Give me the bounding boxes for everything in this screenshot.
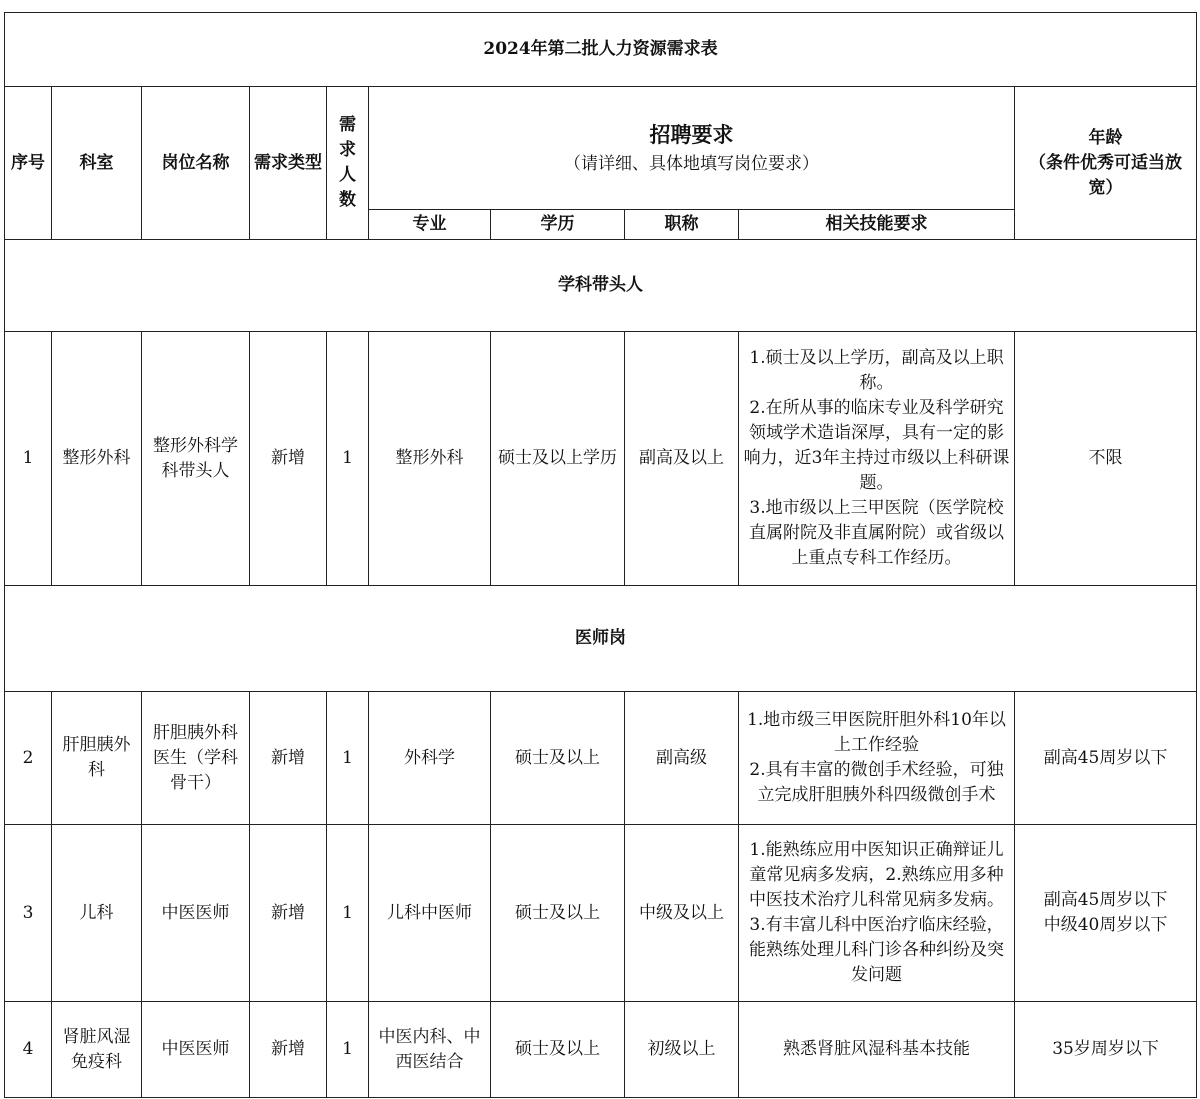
header-skills: 相关技能要求: [739, 210, 1015, 240]
skill-line: 3.地市级以上三甲医院（医学院校直属附院及非直属附院）或省级以上重点专科工作经历。: [749, 498, 1004, 568]
cell-dept: 儿科: [52, 825, 142, 1002]
cell-seq: 1: [5, 332, 52, 586]
cell-education: 硕士及以上学历: [491, 332, 625, 586]
header-requirements: [369, 87, 1015, 210]
cell-job-title: 中级及以上: [625, 825, 739, 1002]
cell-demand-type: 新增: [250, 332, 327, 586]
cell-age: [1015, 692, 1197, 825]
table-row: [5, 1002, 1197, 1098]
skill-line: 1.地市级三甲医院肝胆外科10年以上工作经验: [747, 710, 1006, 755]
header-requirements-note: （请详细、具体地填写岗位要求）: [564, 154, 819, 174]
cell-count: 1: [327, 1002, 369, 1098]
cell-major: 中医内科、中西医结合: [369, 1002, 491, 1098]
skill-line: 1.能熟练应用中医知识正确辩证儿童常见病多发病，2.熟练应用多种中医技术治疗儿科常见病多发病。3.有丰富儿科中医治疗临床经验，能熟练处理儿科门诊各种纠纷及突发问题: [749, 840, 1004, 985]
cell-skills: [739, 332, 1015, 586]
cell-dept: 肾脏风湿免疫科: [52, 1002, 142, 1098]
cell-age: [1015, 1002, 1197, 1098]
age-line: 35岁周岁以下: [1052, 1039, 1159, 1059]
cell-age: [1015, 825, 1197, 1002]
cell-job-title: 副高级: [625, 692, 739, 825]
cell-skills: [739, 1002, 1015, 1098]
cell-education: 硕士及以上: [491, 825, 625, 1002]
cell-seq: 2: [5, 692, 52, 825]
header-requirements-title: 招聘要求: [649, 123, 734, 147]
header-demand-type: 需求类型: [250, 87, 327, 240]
cell-major: 整形外科: [369, 332, 491, 586]
age-line: 副高45周岁以下: [1043, 747, 1168, 768]
cell-skills: [739, 825, 1015, 1002]
table-row: [5, 825, 1197, 1002]
header-education: 学历: [491, 210, 625, 240]
cell-count: 1: [327, 332, 369, 586]
section-title: 医师岗: [5, 586, 1197, 692]
header-position: 岗位名称: [142, 87, 250, 240]
cell-job-title: 初级以上: [625, 1002, 739, 1098]
cell-position: 中医医师: [142, 825, 250, 1002]
header-seq: 序号: [5, 87, 52, 240]
table-title: 2024年第二批人力资源需求表: [5, 13, 1197, 87]
cell-position: 整形外科学科带头人: [142, 332, 250, 586]
age-line: 副高45周岁以下: [1043, 890, 1168, 910]
skill-line: 1.硕士及以上学历，副高及以上职称。: [749, 348, 1004, 393]
header-major: 专业: [369, 210, 491, 240]
header-age-note: （条件优秀可适当放宽）: [1029, 152, 1183, 198]
cell-count: 1: [327, 825, 369, 1002]
cell-demand-type: 新增: [250, 692, 327, 825]
cell-education: 硕士及以上: [491, 692, 625, 825]
cell-skills: [739, 692, 1015, 825]
section-title: 学科带头人: [5, 240, 1197, 332]
cell-position: 中医医师: [142, 1002, 250, 1098]
header-job-title: 职称: [625, 210, 739, 240]
cell-demand-type: 新增: [250, 1002, 327, 1098]
cell-dept: 肝胆胰外科: [52, 692, 142, 825]
header-count: 需求人数: [327, 87, 369, 240]
cell-seq: 4: [5, 1002, 52, 1098]
table-row: [5, 692, 1197, 825]
header-dept: 科室: [52, 87, 142, 240]
cell-job-title: 副高及以上: [625, 332, 739, 586]
cell-education: 硕士及以上: [491, 1002, 625, 1098]
table-row: [5, 332, 1197, 586]
header-age: [1015, 87, 1197, 240]
cell-major: 儿科中医师: [369, 825, 491, 1002]
hr-demand-table: [4, 12, 1197, 1098]
cell-dept: 整形外科: [52, 332, 142, 586]
cell-seq: 3: [5, 825, 52, 1002]
cell-demand-type: 新增: [250, 825, 327, 1002]
age-line: 不限: [1088, 448, 1123, 468]
cell-position: 肝胆胰外科医生（学科骨干）: [142, 692, 250, 825]
cell-age: [1015, 332, 1197, 586]
skill-line: 熟悉肾脏风湿科基本技能: [783, 1039, 970, 1059]
cell-major: 外科学: [369, 692, 491, 825]
age-line: 中级40周岁以下: [1043, 915, 1168, 935]
cell-count: 1: [327, 692, 369, 825]
header-age-title: 年龄: [1088, 127, 1123, 148]
skill-line: 2.具有丰富的微创手术经验，可独立完成肝胆胰外科四级微创手术: [749, 760, 1004, 805]
skill-line: 2.在所从事的临床专业及科学研究领域学术造诣深厚，具有一定的影响力，近3年主持过市级以上科研课题。: [743, 398, 1010, 493]
